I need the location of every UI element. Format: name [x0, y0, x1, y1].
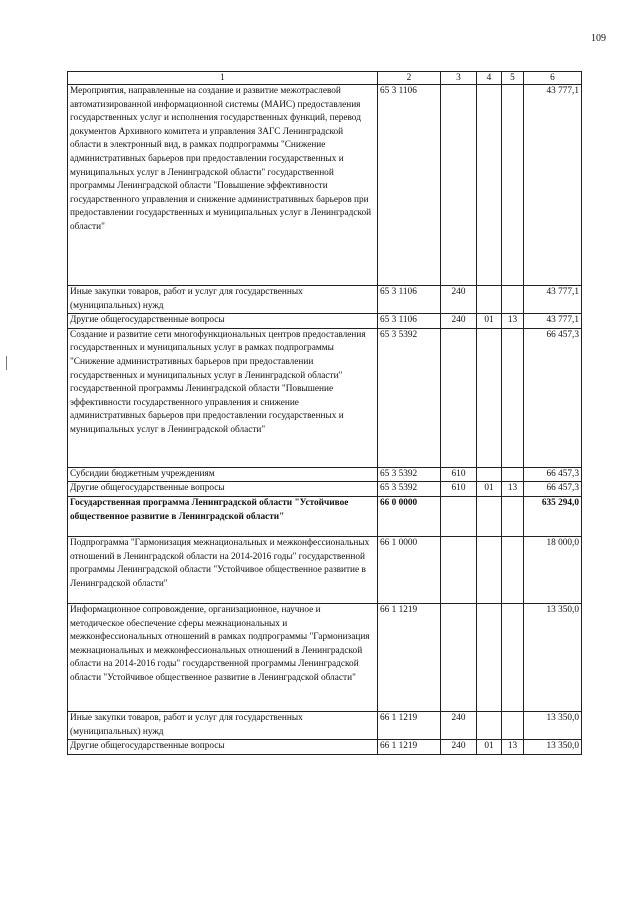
column-header: 5: [502, 72, 524, 85]
table-row: [68, 482, 582, 497]
row-subsection: [502, 328, 524, 467]
row-name: Мероприятия, направленные на создание и развитие межотраслевой автоматизированной информационной системы (МАИС) предоставления государственных услуг и исполнения государственных функций, перевод документов Архивного комитета и управления ЗАГС Ленинградской области в электронный вид, в рамках подпрограммы "Снижение административных барьеров при предоставлении государственных и муниципальных услуг в Ленинградской области" государственной программы Ленинградской области "Повышение эффективности государственного управления и снижение административных барьеров при предоставлении государственных и муниципальных услуг в Ленинградской области": [68, 85, 378, 286]
margin-mark: [6, 356, 7, 370]
row-code: 65 3 5392: [378, 328, 441, 467]
row-amount: 66 457,3: [524, 328, 582, 467]
table-header-row: [68, 72, 582, 85]
row-section: [477, 711, 502, 739]
row-amount: 66 457,3: [524, 467, 582, 482]
row-section: 01: [477, 314, 502, 329]
row-expense-type: [441, 496, 477, 536]
row-subsection: 13: [502, 482, 524, 497]
row-subsection: [502, 467, 524, 482]
row-section: [477, 496, 502, 536]
row-expense-type: [441, 603, 477, 711]
table-row: [68, 85, 582, 286]
row-name: Государственная программа Ленинградской области "Устойчивое общественное развитие в Ленинградской области": [68, 496, 378, 536]
row-code: 65 3 5392: [378, 482, 441, 497]
table-row: [68, 711, 582, 739]
row-section: [477, 328, 502, 467]
row-section: [477, 85, 502, 286]
row-code: 66 1 1219: [378, 603, 441, 711]
row-subsection: [502, 496, 524, 536]
row-subsection: 13: [502, 314, 524, 329]
table-body: [68, 85, 582, 755]
table-row: [68, 314, 582, 329]
row-code: 65 3 1106: [378, 286, 441, 314]
row-code: 66 1 0000: [378, 536, 441, 603]
row-code: 66 1 1219: [378, 740, 441, 755]
page-number: 109: [591, 33, 606, 44]
row-amount: 18 000,0: [524, 536, 582, 603]
table-row: [68, 536, 582, 603]
row-subsection: [502, 711, 524, 739]
table-row: [68, 496, 582, 536]
row-amount: 43 777,1: [524, 85, 582, 286]
row-subsection: 13: [502, 740, 524, 755]
table-row: [68, 467, 582, 482]
row-name: Информационное сопровождение, организационное, научное и методическое обеспечение сферы межнациональных и межконфессиональных отношений в рамках подпрограммы "Гармонизация межнациональных и межконфессиональных отношений в Ленинградской области на 2014-2016 годы" государственной программы Ленинградской области "Устойчивое общественное развитие в Ленинградской области": [68, 603, 378, 711]
row-code: 65 3 1106: [378, 85, 441, 286]
row-amount: 13 350,0: [524, 740, 582, 755]
row-amount: 43 777,1: [524, 314, 582, 329]
row-name: Создание и развитие сети многофункциональных центров предоставления государственных и муниципальных услуг в рамках подпрограммы "Снижение административных барьеров при предоставлении государственных и муниципальных услуг в Ленинградской области" государственной программы Ленинградской области "Повышение эффективности государственного управления и снижение административных барьеров при предоставлении государственных и муниципальных услуг в Ленинградской области": [68, 328, 378, 467]
row-expense-type: 240: [441, 314, 477, 329]
row-section: 01: [477, 740, 502, 755]
row-section: [477, 603, 502, 711]
column-header: 4: [477, 72, 502, 85]
row-amount: 13 350,0: [524, 603, 582, 711]
row-section: 01: [477, 482, 502, 497]
row-section: [477, 536, 502, 603]
row-amount: 43 777,1: [524, 286, 582, 314]
column-header: 3: [441, 72, 477, 85]
row-subsection: [502, 286, 524, 314]
row-subsection: [502, 536, 524, 603]
row-amount: 66 457,3: [524, 482, 582, 497]
row-amount: 635 294,0: [524, 496, 582, 536]
row-name: Другие общегосударственные вопросы: [68, 482, 378, 497]
column-header: 2: [378, 72, 441, 85]
row-code: 65 3 5392: [378, 467, 441, 482]
row-name: Субсидии бюджетным учреждениям: [68, 467, 378, 482]
row-subsection: [502, 85, 524, 286]
row-subsection: [502, 603, 524, 711]
row-section: [477, 467, 502, 482]
row-code: 65 3 1106: [378, 314, 441, 329]
row-expense-type: [441, 536, 477, 603]
column-header: 6: [524, 72, 582, 85]
row-name: Иные закупки товаров, работ и услуг для государственных (муниципальных) нужд: [68, 711, 378, 739]
column-header: 1: [68, 72, 378, 85]
row-expense-type: 610: [441, 467, 477, 482]
row-name: Иные закупки товаров, работ и услуг для государственных (муниципальных) нужд: [68, 286, 378, 314]
row-name: Другие общегосударственные вопросы: [68, 314, 378, 329]
table-row: [68, 286, 582, 314]
row-expense-type: 610: [441, 482, 477, 497]
row-section: [477, 286, 502, 314]
row-expense-type: 240: [441, 740, 477, 755]
row-expense-type: [441, 328, 477, 467]
budget-table: [67, 71, 582, 755]
row-code: 66 0 0000: [378, 496, 441, 536]
row-expense-type: 240: [441, 286, 477, 314]
row-name: Другие общегосударственные вопросы: [68, 740, 378, 755]
table-row: [68, 603, 582, 711]
row-name: Подпрограмма "Гармонизация межнациональных и межконфессиональных отношений в Ленинградской области на 2014-2016 годы" государственной программы Ленинградской области "Устойчивое общественное развитие в Ленинградской области": [68, 536, 378, 603]
table-row: [68, 740, 582, 755]
table-row: [68, 328, 582, 467]
row-expense-type: [441, 85, 477, 286]
row-code: 66 1 1219: [378, 711, 441, 739]
row-amount: 13 350,0: [524, 711, 582, 739]
row-expense-type: 240: [441, 711, 477, 739]
